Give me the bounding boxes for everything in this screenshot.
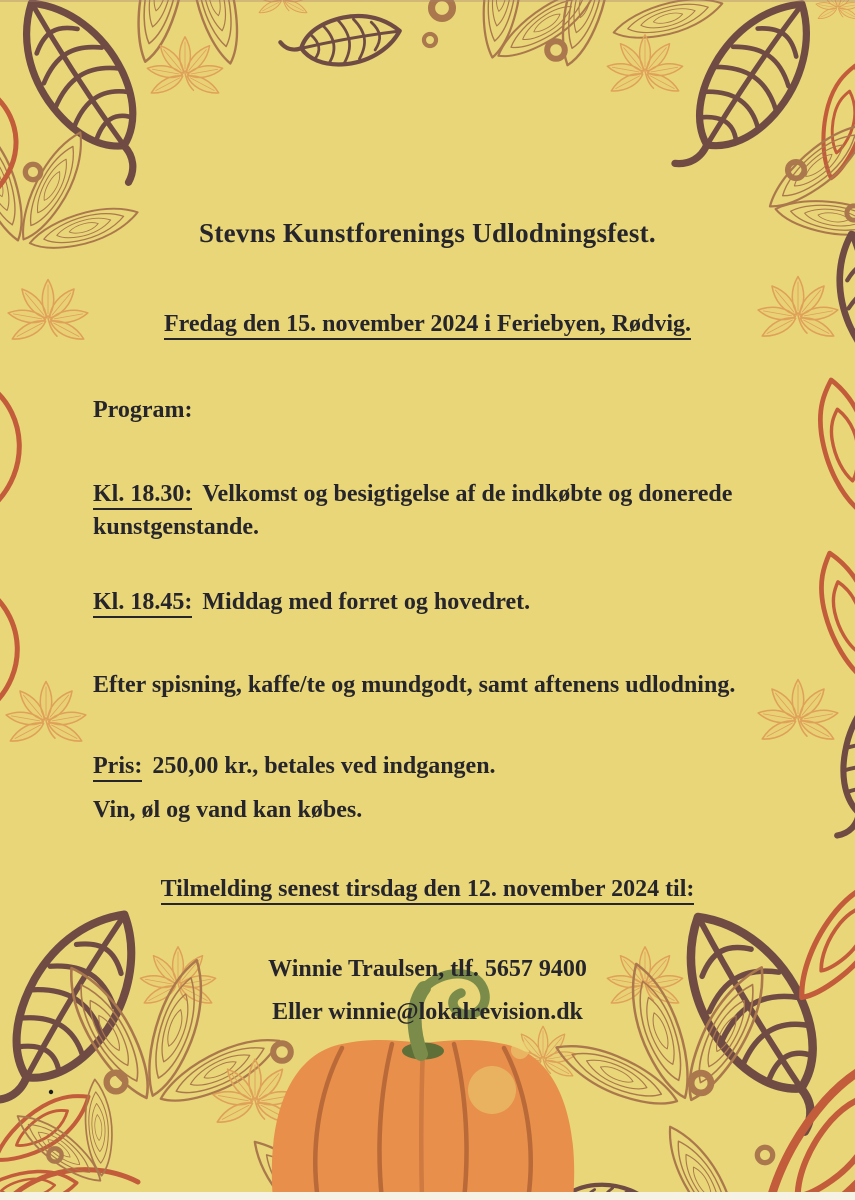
page-title: Stevns Kunstforenings Udlodningsfest. xyxy=(199,218,656,248)
event-date-text: Fredag den 15. november 2024 i Feriebyen, Rødvig. xyxy=(164,311,691,340)
after-dinner-note: Efter spisning, kaffe/te og mundgodt, samt aftenens udlodning. xyxy=(93,672,736,698)
program-item-1-text: Velkomst og besigtigelse af de indkøbte og donerede kunstgenstande. xyxy=(93,481,733,540)
signup-line xyxy=(0,876,855,903)
drinks-line: Vin, øl og vand kan købes. xyxy=(93,797,363,823)
program-item-1 xyxy=(93,478,805,544)
signup-text: Tilmelding senest tirsdag den 12. november 2024 til: xyxy=(161,876,695,905)
program-item-2 xyxy=(93,589,530,616)
price-line xyxy=(93,753,496,780)
event-date-line xyxy=(0,311,855,338)
program-item-2-time: Kl. 18.45: xyxy=(93,589,192,618)
price-label: Pris: xyxy=(93,753,142,782)
scan-edge-top xyxy=(0,0,855,2)
price-text: 250,00 kr., betales ved indgangen. xyxy=(152,753,496,779)
contact-phone-line: Winnie Traulsen, tlf. 5657 9400 xyxy=(268,956,587,982)
contact-email-line: Eller winnie@lokalrevision.dk xyxy=(272,999,583,1025)
program-label: Program: xyxy=(93,397,193,423)
scan-edge-bottom xyxy=(0,1192,855,1200)
program-item-1-time: Kl. 18.30: xyxy=(93,481,192,510)
program-item-2-text: Middag med forret og hovedret. xyxy=(202,589,531,615)
